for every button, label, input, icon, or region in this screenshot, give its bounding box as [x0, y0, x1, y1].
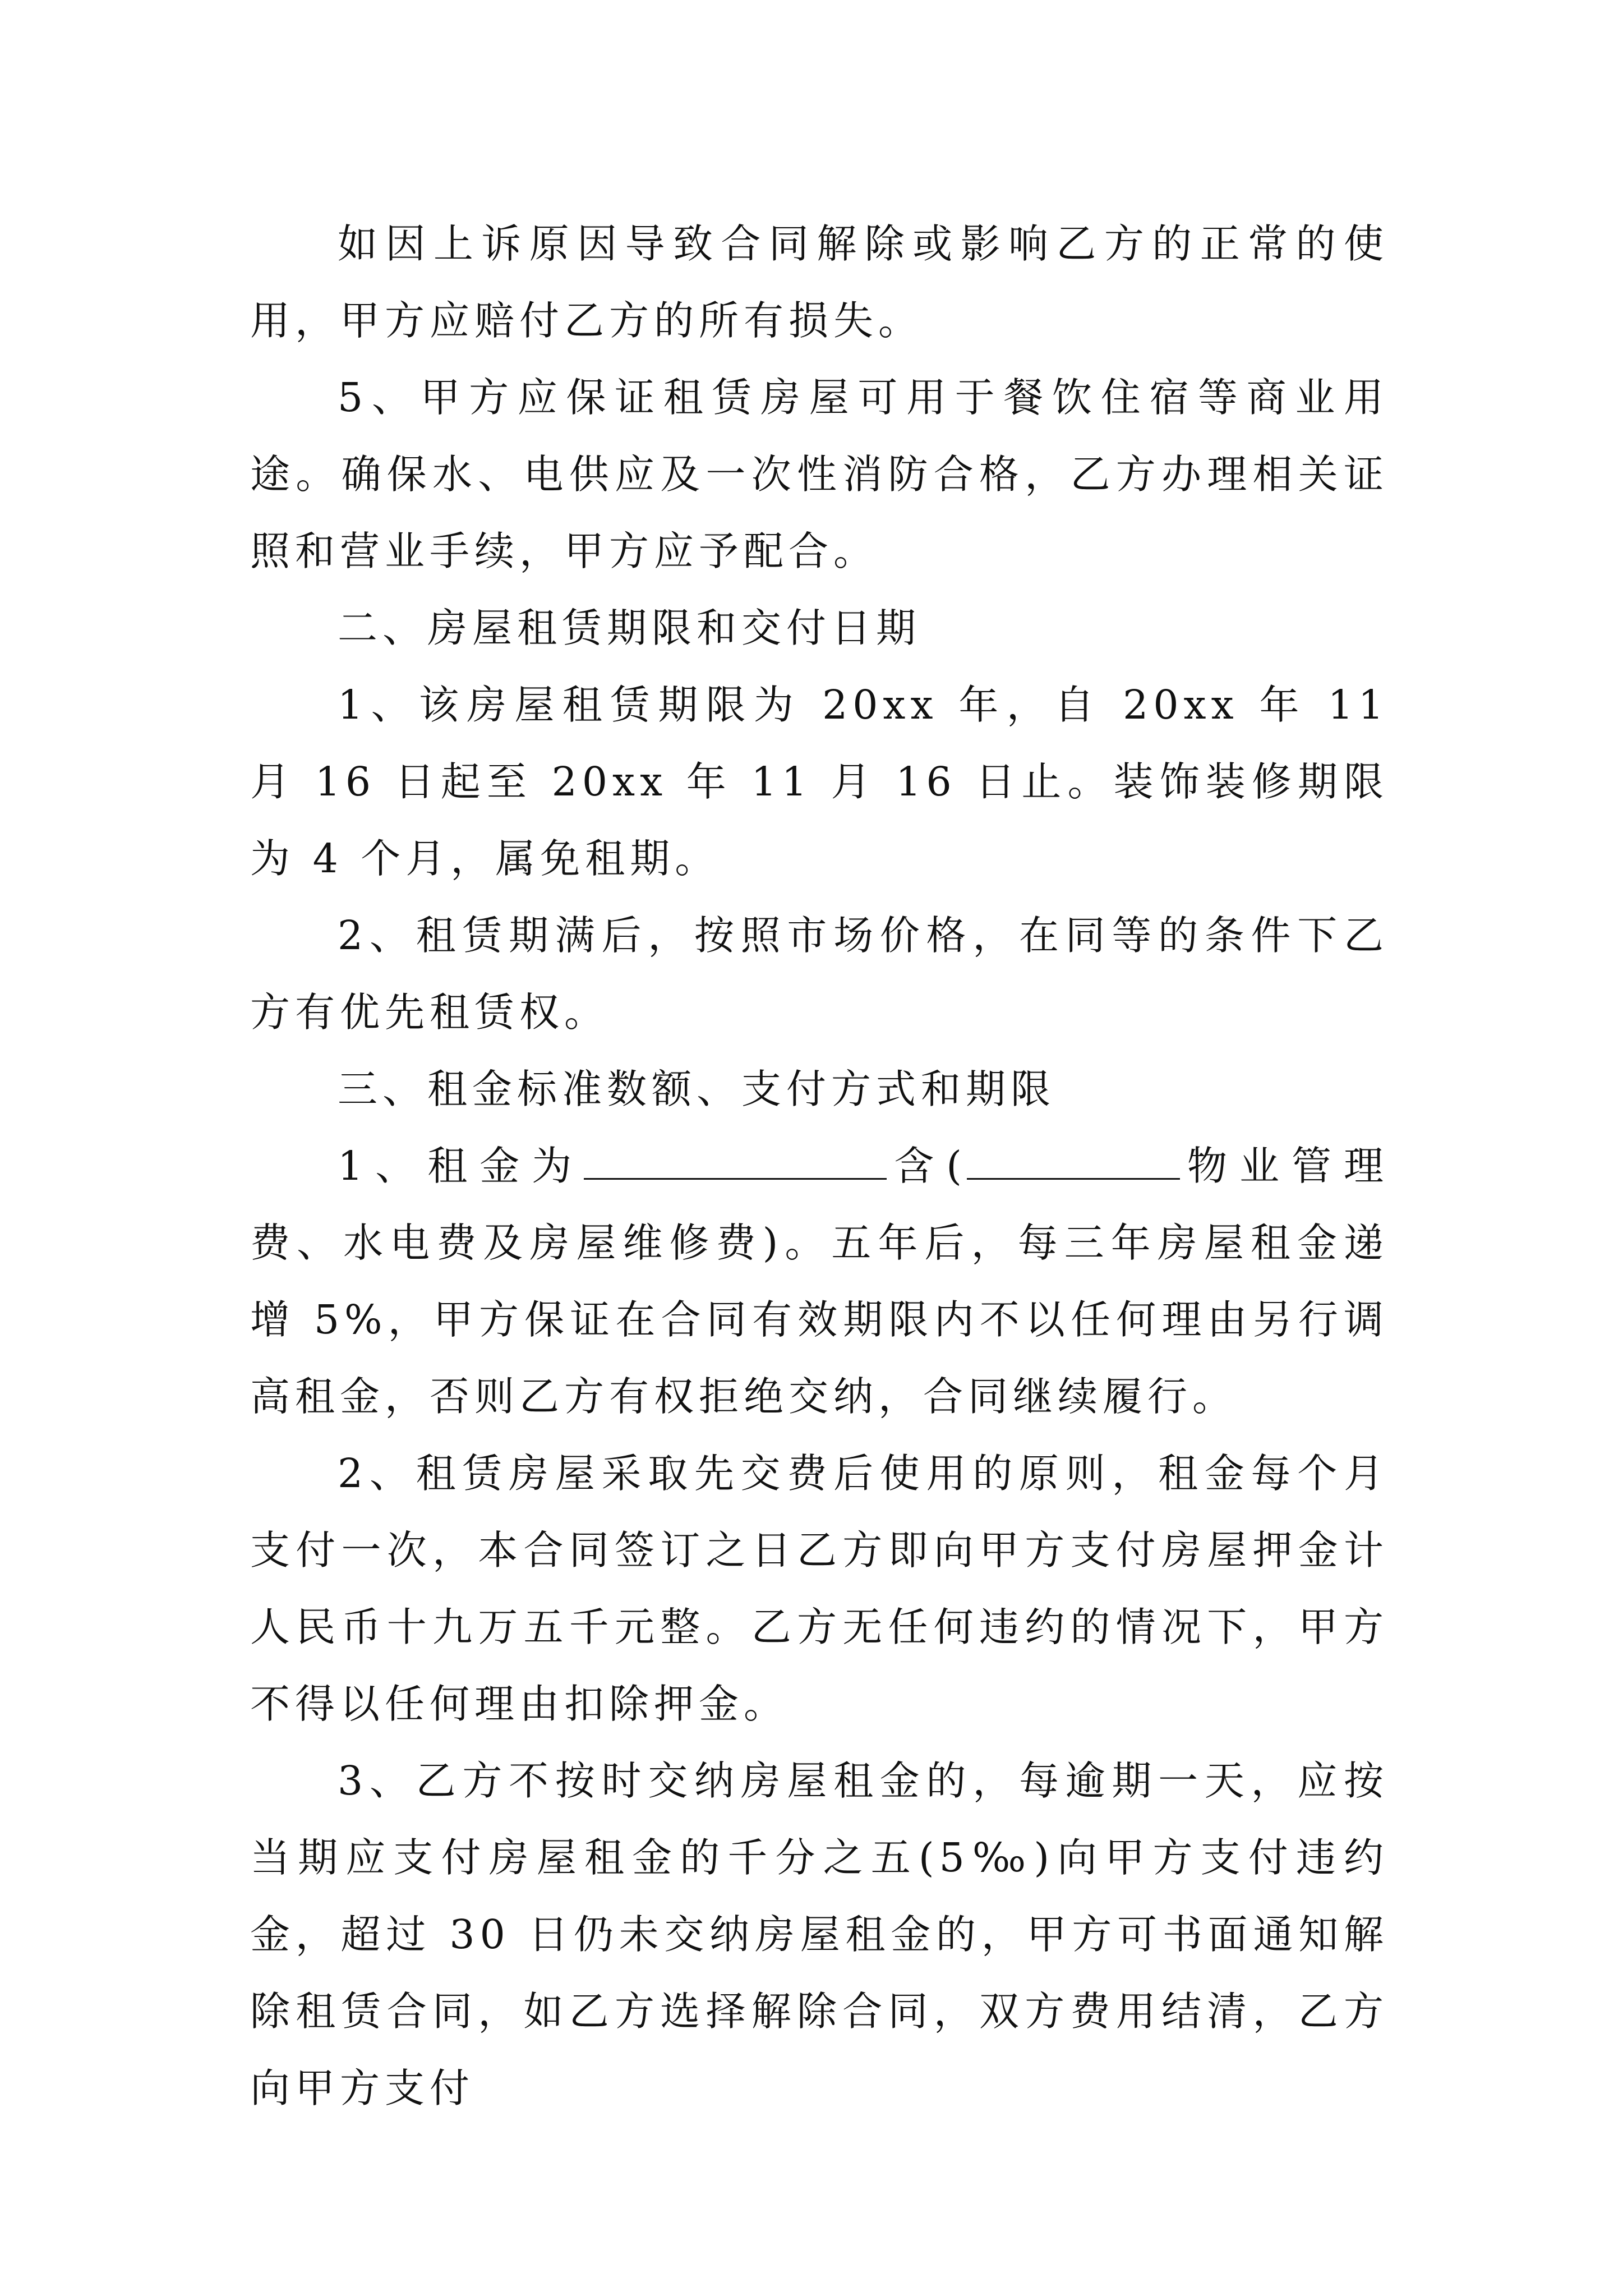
rent-middle: 含(: [887, 1143, 967, 1189]
paragraph-rent-amount: [250, 1128, 1389, 1435]
paragraph-compensation: 如因上诉原因导致合同解除或影响乙方的正常的使用，甲方应赔付乙方的所有损失。: [250, 220, 1389, 344]
paragraph-commercial-use: 5、甲方应保证租赁房屋可用于餐饮住宿等商业用途。确保水、电供应及一次性消防合格，乙方办理相关证照和营业手续，甲方应予配合。: [250, 374, 1389, 574]
paragraph-renewal-priority: 2、租赁期满后，按照市场价格，在同等的条件下乙方有优先租赁权。: [250, 912, 1389, 1036]
rent-prefix: 1、租金为: [338, 1143, 584, 1189]
paragraph-late-payment: 3、乙方不按时交纳房屋租金的，每逾期一天，应按当期应支付房屋租金的千分之五(5‰)向甲方支付违约金，超过 30 日仍未交纳房屋租金的，甲方可书面通知解除租赁合同，如乙方选择解除合同，双方费用结清，乙方向甲方支付: [250, 1757, 1389, 2111]
rent-suffix: 物业管理费、水电费及房屋维修费)。五年后，每三年房屋租金递增 5%，甲方保证在合同有效期限内不以任何理由另行调高租金，否则乙方有权拒绝交纳，合同继续履行。: [250, 1143, 1389, 1420]
paragraph-lease-period: 1、该房屋租赁期限为 20xx 年，自 20xx 年 11 月 16 日起至 20xx 年 11 月 16 日止。装饰装修期限为 4 个月，属免租期。: [250, 682, 1389, 882]
document-body: [250, 205, 1389, 2127]
paragraph-payment-deposit: 2、租赁房屋采取先交费后使用的原则，租金每个月支付一次，本合同签订之日乙方即向甲方支付房屋押金计人民币十九万五千元整。乙方无任何违约的情况下，甲方不得以任何理由扣除押金。: [250, 1450, 1389, 1727]
section-heading-rent: 三、租金标准数额、支付方式和期限: [338, 1066, 1056, 1112]
rent-amount-blank: [584, 1138, 887, 1180]
section-heading-lease-term: 二、房屋租赁期限和交付日期: [338, 605, 921, 651]
included-fee-blank: [967, 1138, 1180, 1180]
